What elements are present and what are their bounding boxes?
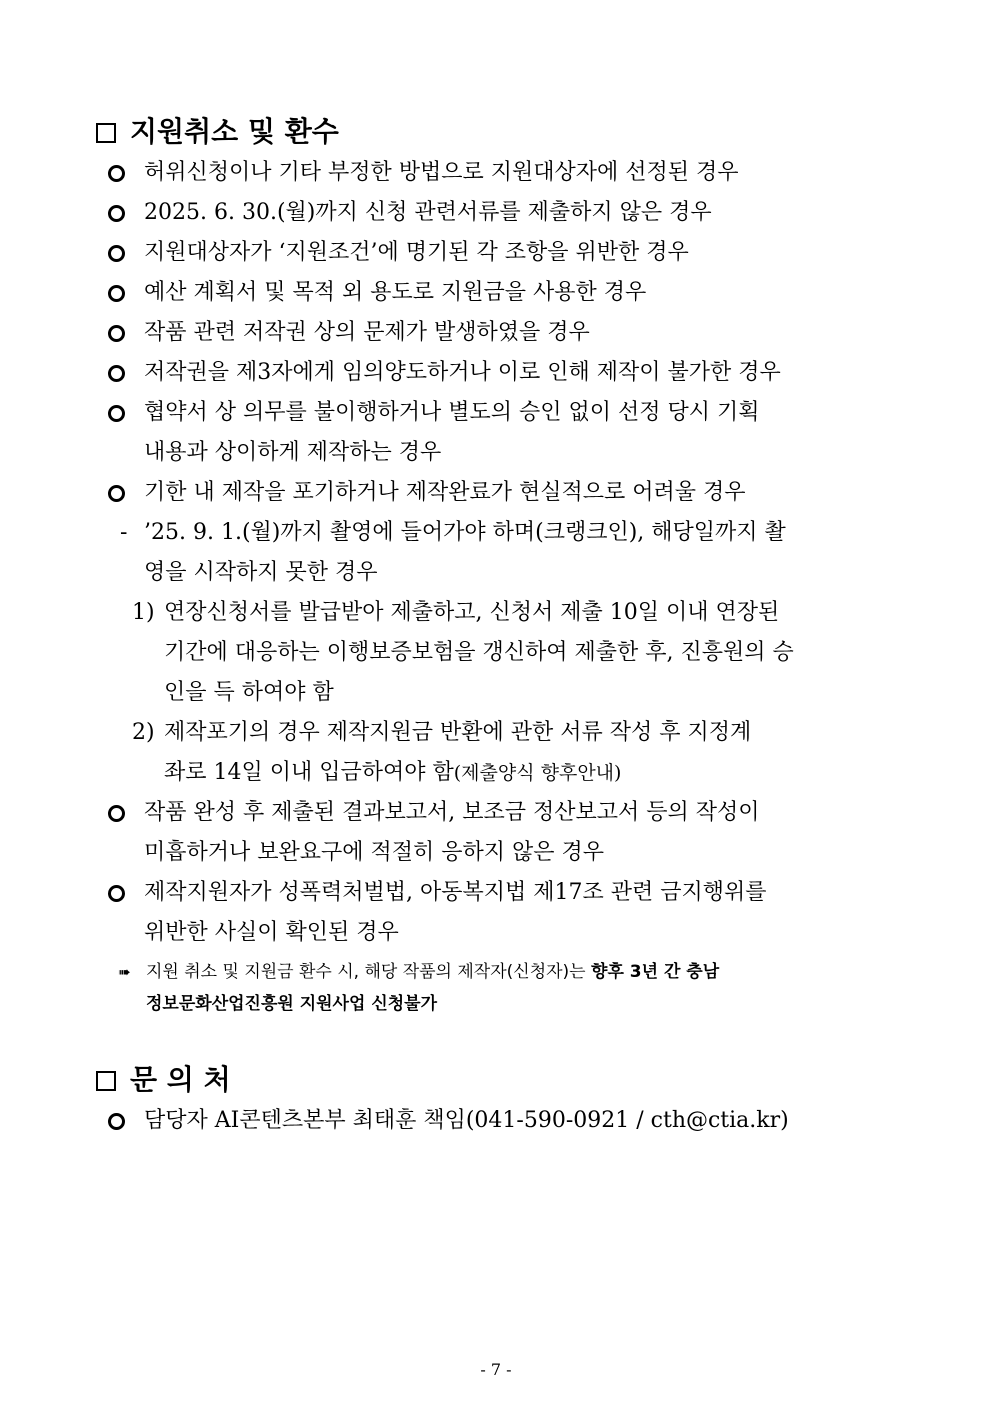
page-number: - 7 - bbox=[480, 1360, 512, 1379]
dash-line-1: ’25. 9. 1.(월)까지 촬영에 들어가야 하며(크랭크인), 해당일까지 촬 bbox=[144, 520, 786, 545]
sub-item-1-line-2: 기간에 대응하는 이행보증보험을 갱신하여 제출한 후, 진흥원의 승 bbox=[164, 640, 794, 665]
circle-bullet-icon bbox=[108, 885, 125, 902]
circle-bullet-icon bbox=[108, 1113, 125, 1130]
circle-bullet-icon bbox=[108, 285, 125, 302]
checkbox-square-icon bbox=[96, 1071, 116, 1091]
circle-bullet-icon bbox=[108, 325, 125, 342]
sub-item-marker-1: 1) bbox=[132, 600, 155, 625]
sub-item-1-line-3: 인을 득 하여야 함 bbox=[164, 680, 334, 705]
sub-item-marker-2: 2) bbox=[132, 720, 155, 745]
dash-marker: - bbox=[120, 520, 128, 545]
circle-bullet-icon bbox=[108, 485, 125, 502]
sub-item-1-line-1: 연장신청서를 발급받아 제출하고, 신청서 제출 10일 이내 연장된 bbox=[164, 600, 780, 625]
dash-line-2: 영을 시작하지 못한 경우 bbox=[144, 560, 378, 585]
section-title-cancellation: 지원취소 및 환수 bbox=[96, 114, 339, 150]
section-title-contact: 문 의 처 bbox=[96, 1062, 231, 1098]
circle-bullet-icon bbox=[108, 365, 125, 382]
checkbox-square-icon bbox=[96, 123, 116, 143]
sub-item-2-line-1: 제작포기의 경우 제작지원금 반환에 관한 서류 작성 후 지정계 bbox=[164, 720, 752, 745]
circle-bullet-icon bbox=[108, 245, 125, 262]
circle-bullet-icon bbox=[108, 805, 125, 822]
circle-bullet-icon bbox=[108, 405, 125, 422]
sub-item-2-line-2: 좌로 14일 이내 입금하여야 함(제출양식 향후안내) bbox=[164, 760, 622, 785]
arrow-right-icon: ➠ bbox=[118, 963, 131, 981]
document-page: 지원취소 및 환수 허위신청이나 기타 부정한 방법으로 지원대상자에 선정된 경우 2025. 6. 30.(월)까지 신청 관련서류를 제출하지 않은 경우 지원대상자가 ‘지원조건’에 명기된 각 조항을 위반한 경우 예산 계획서 및 목적 외 용도로 지원금을 사용한 경우 작품 관련 저작권 상의 문제가 발생하였을 경우 저작권을 제3자에게 임의양도하거나 이로 인해 제작이 불가한 경우 협약서 상 의무를 불이행하거나 별도의 승인 없이 선정 당시 기획 내용과 상이하게 제작하는 경우 기한 내 제작을 포기하거나 제작완료가 현실적으로 어려울 경우 - ’25. 9. 1.(월)까지 촬영에 들어가야 하며(크랭크인), 해당일까지 촬 영을 시작하지 못한 경우 1) 연장신청서를 발급받아 제출하고, 신청서 제출 10일 이내 연장된 기간에 대응하는 이행보증보험을 갱신하여 제출한 후, 진흥원의 승 인을 득 하여야 함 2) 제작포기의 경우 제작지원금 반환에 관한 서류 작성 후 지정계 좌로 14일 이내 입금하여야 함(제출양식 향후안내) 작품 완성 후 제출된 결과보고서, 보조금 정산보고서 등의 작성이 미흡하거나 보완요구에 적절히 응하지 않은 경우 제작지원자가 성폭력처벌법, 아동복지법 제17조 관련 금지행위를 위반한 사실이 확인된 경우 ➠ 지원 취소 및 지원금 환수 시, 해당 작품의 제작자(신청자)는 향후 3년 간 충남 정보문화산업진흥원 지원사업 신청불가 문 의 처 담당자 AI콘텐츠본부 최태훈 책임(041-590-0921 / cth@ctia.kr) - 7 - bbox=[0, 0, 992, 1403]
circle-bullet-icon bbox=[108, 205, 125, 222]
circle-bullet-icon bbox=[108, 165, 125, 182]
